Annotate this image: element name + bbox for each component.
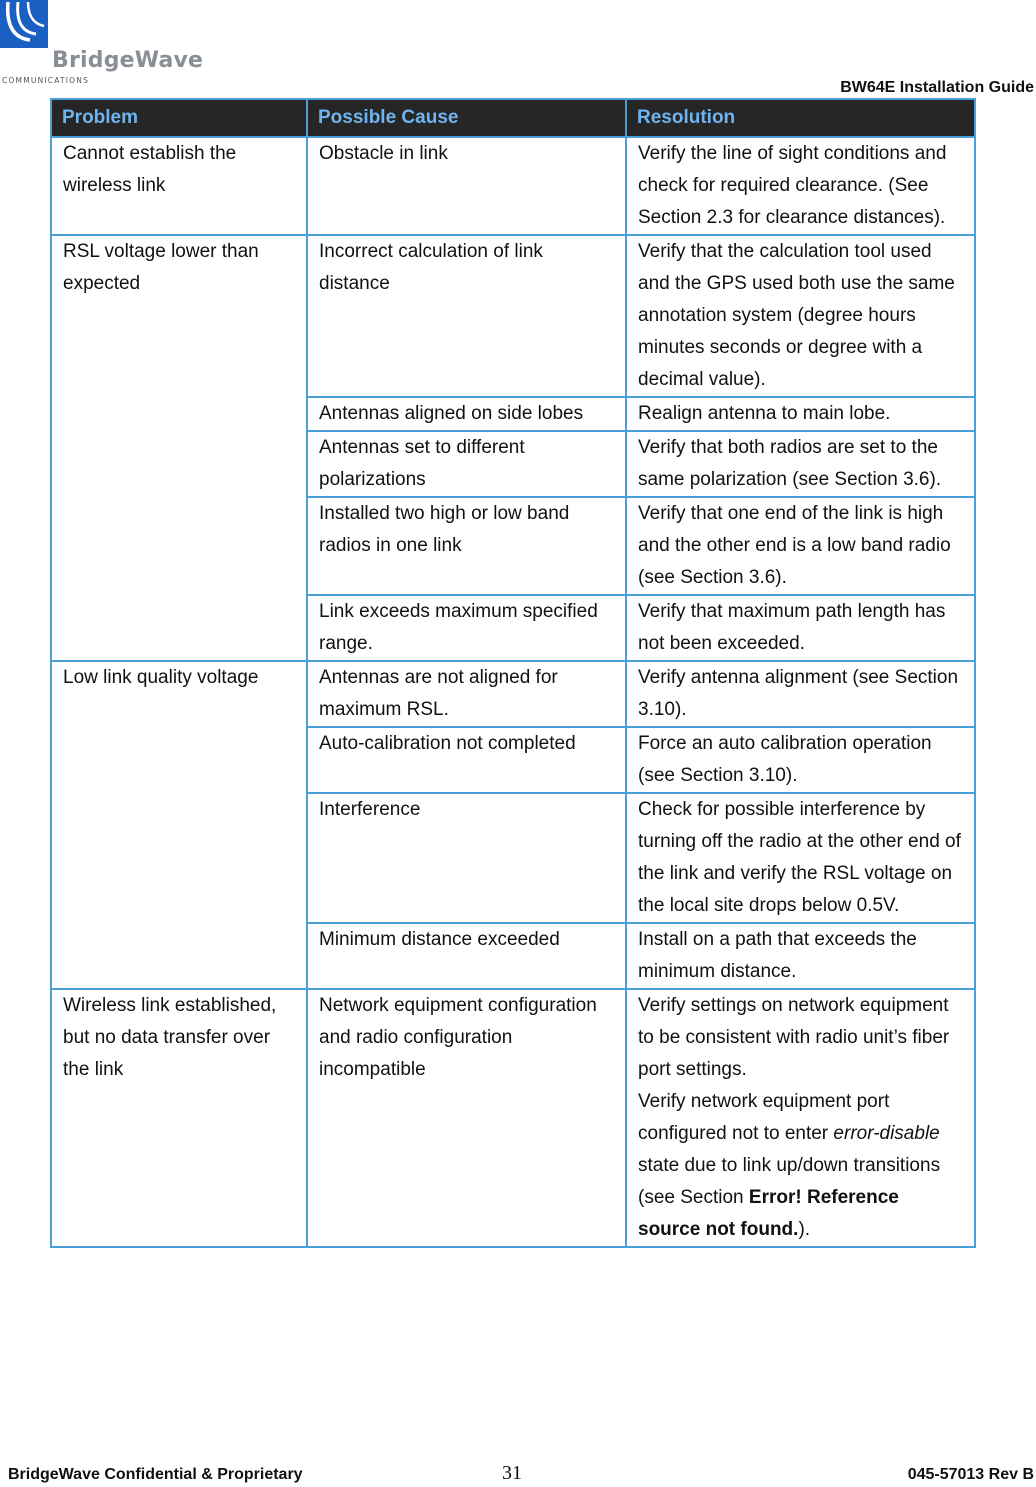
emphasis-text: error-disable — [833, 1123, 940, 1144]
resolution-cell: Force an auto calibration operation (see Section 3.10). — [626, 727, 975, 793]
resolution-cell: Check for possible interference by turning off the radio at the other end of the link and verify the RSL voltage on the local site drops below 0.5V. — [626, 793, 975, 923]
resolution-cell: Realign antenna to main lobe. — [626, 397, 975, 431]
header-resolution: Resolution — [626, 99, 975, 137]
cause-cell: Incorrect calculation of link distance — [307, 235, 626, 397]
logo-subtitle: COMMUNICATIONS — [2, 76, 90, 85]
header-possible-cause: Possible Cause — [307, 99, 626, 137]
logo — [0, 0, 204, 92]
cause-cell: Interference — [307, 793, 626, 923]
cause-cell: Antennas are not aligned for maximum RSL. — [307, 661, 626, 727]
cause-cell: Network equipment configuration and radio configuration incompatible — [307, 989, 626, 1247]
bridgewave-logo-icon — [0, 0, 48, 48]
table-row — [51, 989, 975, 1247]
resolution-cell — [626, 989, 975, 1247]
cause-cell: Minimum distance exceeded — [307, 923, 626, 989]
cause-cell: Auto-calibration not completed — [307, 727, 626, 793]
reference-error-text: Error! Reference source not found. — [638, 1187, 899, 1240]
resolution-text: ). — [798, 1219, 811, 1240]
resolution-cell: Verify that the calculation tool used and the GPS used both use the same annotation system (degree hours minutes seconds or degree with a decimal value). — [626, 235, 975, 397]
header-problem: Problem — [51, 99, 307, 137]
cause-cell: Obstacle in link — [307, 137, 626, 235]
table-header-row — [51, 99, 975, 137]
problem-cell: Wireless link established, but no data transfer over the link — [51, 989, 307, 1247]
resolution-cell: Verify the line of sight conditions and check for required clearance. (See Section 2.3 for clearance distances). — [626, 137, 975, 235]
footer-confidential: BridgeWave Confidential & Proprietary — [8, 1466, 303, 1483]
resolution-cell: Verify that both radios are set to the same polarization (see Section 3.6). — [626, 431, 975, 497]
document-title: BW64E Installation Guide — [840, 79, 1034, 96]
logo-name: BridgeWave — [52, 48, 204, 73]
page-number: 31 — [502, 1462, 522, 1484]
resolution-cell: Verify that one end of the link is high and the other end is a low band radio (see Section 3.6). — [626, 497, 975, 595]
document-revision: 045-57013 Rev B — [907, 1466, 1034, 1483]
cause-cell: Installed two high or low band radios in one link — [307, 497, 626, 595]
cause-cell: Link exceeds maximum specified range. — [307, 595, 626, 661]
problem-cell: Low link quality voltage — [51, 661, 307, 989]
cause-cell: Antennas set to different polarizations — [307, 431, 626, 497]
problem-cell: Cannot establish the wireless link — [51, 137, 307, 235]
resolution-cell: Verify antenna alignment (see Section 3.10). — [626, 661, 975, 727]
resolution-text: Verify network equipment port configured not to enter — [638, 1091, 890, 1144]
resolution-cell: Verify that maximum path length has not been exceeded. — [626, 595, 975, 661]
table-row — [51, 137, 975, 235]
problem-cell: RSL voltage lower than expected — [51, 235, 307, 661]
resolution-text: state due to link up/down transitions (see Section — [638, 1155, 941, 1208]
resolution-text: Verify settings on network equipment to be consistent with radio unit’s fiber port settings. — [638, 995, 950, 1080]
resolution-cell: Install on a path that exceeds the minimum distance. — [626, 923, 975, 989]
table-row — [51, 661, 975, 727]
table-row — [51, 235, 975, 397]
cause-cell: Antennas aligned on side lobes — [307, 397, 626, 431]
troubleshooting-table — [50, 98, 976, 1248]
